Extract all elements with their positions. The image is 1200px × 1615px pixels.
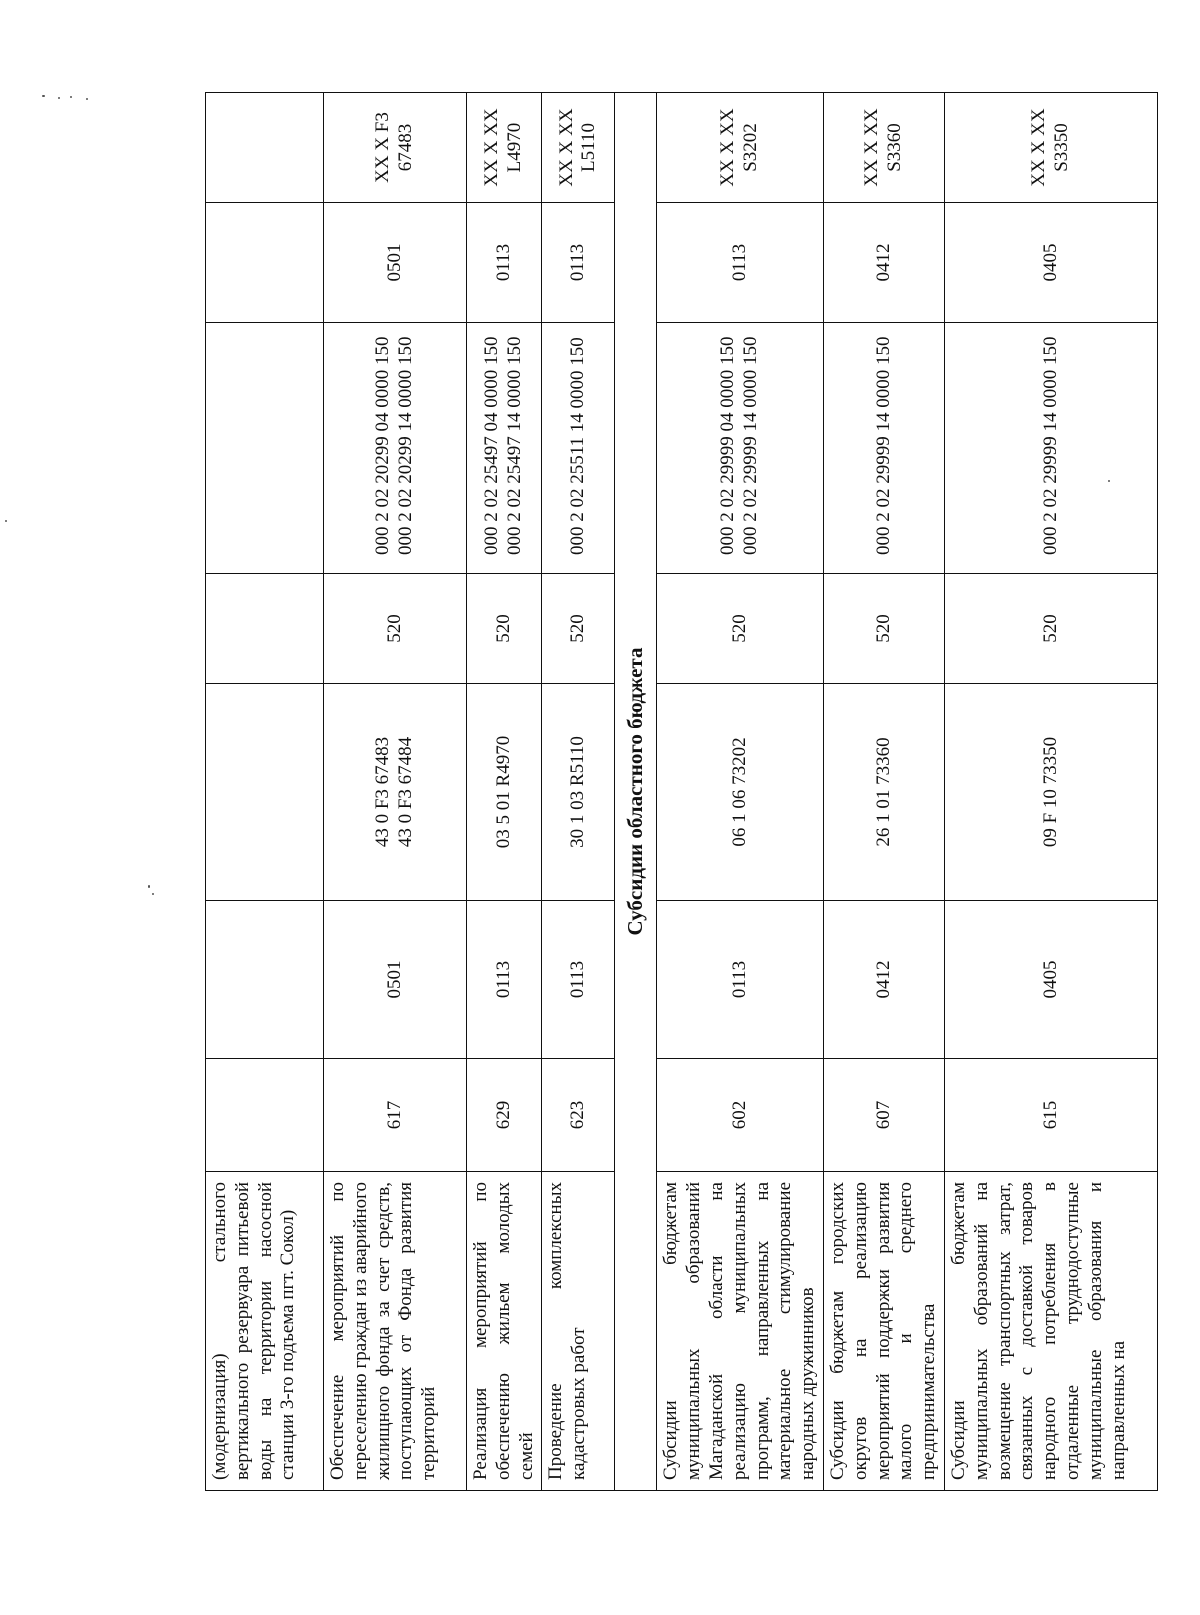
income-code: 000 2 02 20299 04 0000 150 xyxy=(372,336,394,555)
income-code: 000 2 02 29999 04 0000 150 xyxy=(717,336,739,555)
row-description: Субсидии бюджетам муниципальных образований на возмещение транспортных затрат, связанных с доставкой товаров народного потребления в отдаленные труднодоступные муниципальные образования и направленных на xyxy=(944,1172,1157,1491)
income-code-cell xyxy=(542,323,615,574)
section-heading: Субсидии областного бюджета xyxy=(615,93,657,1491)
row-description: Реализация мероприятий по обеспечению жильем молодых семей xyxy=(467,1172,542,1491)
income-code: 000 2 02 29999 14 0000 150 xyxy=(1039,336,1061,555)
income-code-cell xyxy=(324,323,467,574)
section-code-cell: 0113 xyxy=(542,203,615,323)
budget-classification-table xyxy=(205,92,1158,1491)
income-code: 000 2 02 25511 14 0000 150 xyxy=(566,337,588,555)
scan-speck xyxy=(58,97,60,99)
income-code: 000 2 02 25497 04 0000 150 xyxy=(481,336,503,555)
table-row xyxy=(944,93,1157,1491)
table-row xyxy=(467,93,542,1491)
admin-code-cell xyxy=(206,1059,324,1172)
income-code-cell xyxy=(823,323,944,574)
admin-code-cell: 629 xyxy=(467,1059,542,1172)
section-code-cell: 0501 xyxy=(324,203,467,323)
target-article: 43 0 F3 67484 xyxy=(395,736,416,848)
section-code-cell: 0412 xyxy=(823,203,944,323)
scan-speck xyxy=(86,98,88,100)
expense-type-cell: 520 xyxy=(944,574,1157,684)
analytic-code-cell: XX X F3 67483 xyxy=(324,93,467,203)
section-code-cell xyxy=(206,901,324,1059)
analytic-code-cell xyxy=(206,93,324,203)
section-row xyxy=(615,93,657,1491)
expense-type-cell: 520 xyxy=(657,574,824,684)
target-article: 09 F 10 73350 xyxy=(1039,736,1061,848)
analytic-code-cell: XX X XX S3202 xyxy=(657,93,824,203)
analytic-code-cell: XX X XX S3350 xyxy=(944,93,1157,203)
target-article: 03 5 01 R4970 xyxy=(492,735,514,849)
expense-type-cell: 520 xyxy=(467,574,542,684)
income-code-cell xyxy=(206,323,324,574)
table-row xyxy=(206,93,324,1491)
row-description: Проведение комплексных кадастровых работ xyxy=(542,1172,615,1491)
target-article-cell xyxy=(823,684,944,901)
section-code-cell: 0113 xyxy=(467,901,542,1059)
section-code-cell: 0113 xyxy=(467,203,542,323)
table-row xyxy=(542,93,615,1491)
expense-type-cell: 520 xyxy=(542,574,615,684)
target-article: 30 1 03 R5110 xyxy=(566,736,588,848)
target-article-cell xyxy=(944,684,1157,901)
target-article-cell xyxy=(324,684,467,901)
row-description: Обеспечение мероприятий по переселению граждан из аварийного жилищного фонда за счет средств, поступающих от Фонда развития территорий xyxy=(324,1172,467,1491)
income-code-cell xyxy=(657,323,824,574)
row-description: Субсидии бюджетам городских округов на реализацию мероприятий поддержки развития малого и среднего предпринимательства xyxy=(823,1172,944,1491)
target-article: 26 1 01 73360 xyxy=(872,737,894,847)
section-code-cell xyxy=(206,203,324,323)
admin-code-cell: 615 xyxy=(944,1059,1157,1172)
analytic-code-cell: XX X XX L4970 xyxy=(467,93,542,203)
table-row xyxy=(324,93,467,1491)
income-code-cell xyxy=(467,323,542,574)
scan-speck xyxy=(70,96,72,98)
section-code-cell: 0113 xyxy=(542,901,615,1059)
table-row xyxy=(657,93,824,1491)
target-article-cell xyxy=(206,684,324,901)
row-description: Субсидии бюджетам муниципальных образований Магаданской области на реализацию муниципальных программ, направленных на материальное стимулирование народных дружинников xyxy=(657,1172,824,1491)
table-row xyxy=(823,93,944,1491)
expense-type-cell: 520 xyxy=(823,574,944,684)
analytic-code-cell: XX X XX L5110 xyxy=(542,93,615,203)
section-code-cell: 0405 xyxy=(944,203,1157,323)
income-code: 000 2 02 25497 14 0000 150 xyxy=(504,336,526,555)
expense-type-cell: 520 xyxy=(324,574,467,684)
scan-speck xyxy=(148,885,150,888)
scan-speck xyxy=(42,95,45,97)
income-code-cell xyxy=(944,323,1157,574)
target-article-cell xyxy=(657,684,824,901)
scan-speck xyxy=(152,893,154,895)
section-code-cell: 0405 xyxy=(944,901,1157,1059)
income-code: 000 2 02 20299 14 0000 150 xyxy=(395,336,416,555)
target-article-cell xyxy=(542,684,615,901)
row-description: (модернизация) стального вертикального резервуара питьевой воды на территории насосной станции 3-го подъема пгт. Сокол) xyxy=(206,1172,324,1491)
section-code-cell: 0412 xyxy=(823,901,944,1059)
income-code: 000 2 02 29999 14 0000 150 xyxy=(740,336,762,555)
target-article: 06 1 06 73202 xyxy=(728,737,750,847)
target-article: 43 0 F3 67483 xyxy=(372,736,394,848)
admin-code-cell: 607 xyxy=(823,1059,944,1172)
target-article-cell xyxy=(467,684,542,901)
admin-code-cell: 617 xyxy=(324,1059,467,1172)
analytic-code-cell: XX X XX S3360 xyxy=(823,93,944,203)
rotated-page xyxy=(205,93,1129,1491)
section-code-cell: 0113 xyxy=(657,203,824,323)
admin-code-cell: 623 xyxy=(542,1059,615,1172)
income-code: 000 2 02 29999 14 0000 150 xyxy=(872,336,894,555)
expense-type-cell xyxy=(206,574,324,684)
admin-code-cell: 602 xyxy=(657,1059,824,1172)
section-code-cell: 0501 xyxy=(324,901,467,1059)
section-code-cell: 0113 xyxy=(657,901,824,1059)
scan-speck xyxy=(5,520,7,522)
